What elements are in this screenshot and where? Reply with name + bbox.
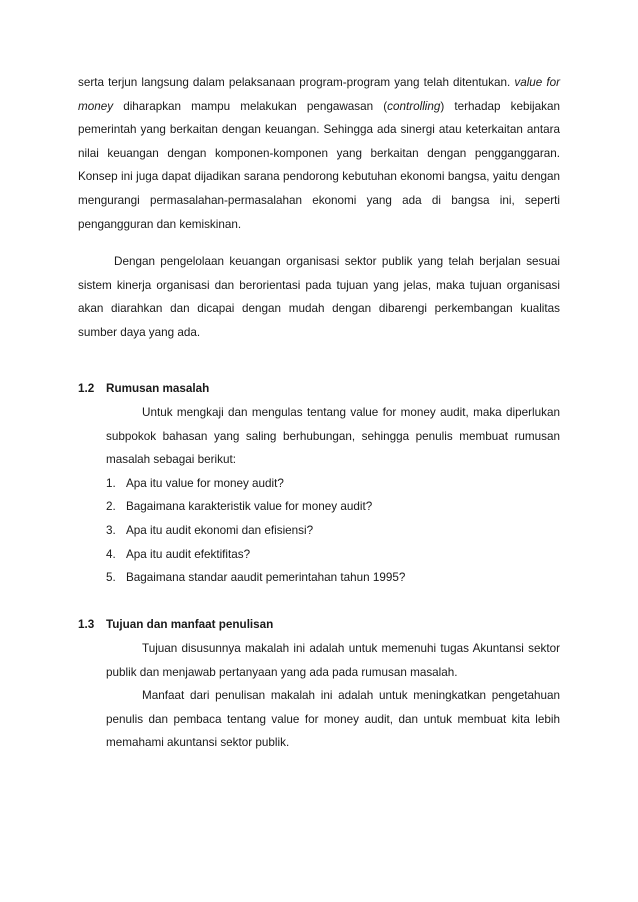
list-text: Bagaimana standar aaudit pemerintahan tahun 1995? (126, 571, 406, 585)
italic-term: money (78, 99, 114, 113)
section-title: Tujuan dan manfaat penulisan (106, 618, 274, 631)
text-span: ) terhadap kebijakan (440, 99, 560, 113)
text-line: nilai keuangan dengan komponen-komponen yang berkaitan dengan pengganggaran. (78, 146, 560, 160)
text-line: mengurangi permasalahan-permasalahan ekonomi yang ada di bangsa ini, seperti (78, 193, 560, 207)
italic-term: controlling (387, 99, 441, 113)
list-text: Apa itu audit ekonomi dan efisiensi? (126, 523, 314, 537)
section-1-3-body (106, 637, 560, 755)
list-item (106, 519, 560, 543)
text-line: Manfaat dari penulisan makalah ini adalah untuk meningkatkan pengetahuan (142, 689, 560, 703)
section-heading-1-2 (78, 379, 209, 399)
section-1-2-body (106, 401, 560, 590)
list-text: Apa itu audit efektifitas? (126, 547, 251, 561)
paragraph-intro (78, 71, 560, 236)
paragraph-second (78, 250, 560, 344)
text-line: masalah sebagai berikut: (106, 453, 236, 467)
list-number: 5. (106, 571, 116, 585)
text-line: sumber daya yang ada. (78, 325, 201, 339)
text-line: penulis dan pembaca tentang value for money audit, dan untuk membuat kita lebih (106, 712, 560, 726)
text-line: subpokok bahasan yang saling berhubungan, sehingga penulis membuat rumusan (106, 429, 560, 443)
list-item (106, 566, 560, 590)
text-line: publik dan menjawab pertanyaan yang ada pada rumusan masalah. (106, 665, 458, 679)
text-line: Untuk mengkaji dan mengulas tentang value for money audit, maka diperlukan (142, 406, 560, 419)
list-text: Bagaimana karakteristik value for money audit? (126, 500, 373, 514)
text-line: memahami akuntansi sektor publik. (106, 736, 290, 750)
list-number: 4. (106, 547, 116, 561)
text-line (78, 95, 560, 119)
section-title: Rumusan masalah (106, 382, 210, 395)
list-number: 3. (106, 523, 116, 537)
list-number: 1. (106, 476, 116, 490)
list-item (106, 495, 560, 519)
list-text: Apa itu value for money audit? (126, 476, 284, 490)
text-line: akan diarahkan dan dicapai dengan mudah dengan dibarengi perkembangan kualitas (78, 302, 560, 316)
section-heading-1-3 (78, 615, 273, 635)
text-line: Dengan pengelolaan keuangan organisasi sektor publik yang telah berjalan sesuai (114, 255, 560, 268)
text-line: pemerintah yang berkaitan dengan keuangan. Sehingga ada sinergi atau keterkaitan antara (78, 123, 560, 137)
list-item (106, 472, 560, 496)
section-number: 1.3 (78, 618, 95, 631)
text-line: sistem kinerja organisasi dan berorientasi pada tujuan yang jelas, maka tujuan organisasi (78, 278, 560, 292)
italic-term: value for (514, 76, 561, 89)
text-line: Konsep ini juga dapat dijadikan sarana pendorong kebutuhan ekonomi bangsa, yaitu dengan (78, 170, 560, 184)
text-span: serta terjun langsung dalam pelaksanaan program-program yang telah ditentukan. (78, 76, 511, 89)
text-line (78, 71, 560, 95)
list-number: 2. (106, 500, 116, 514)
text-line: pengangguran dan kemiskinan. (78, 217, 242, 231)
section-number: 1.2 (78, 382, 95, 395)
text-line: Tujuan disusunnya makalah ini adalah untuk memenuhi tugas Akuntansi sektor (142, 642, 560, 655)
list-item (106, 543, 560, 567)
text-span: diharapkan mampu melakukan pengawasan ( (123, 99, 388, 113)
